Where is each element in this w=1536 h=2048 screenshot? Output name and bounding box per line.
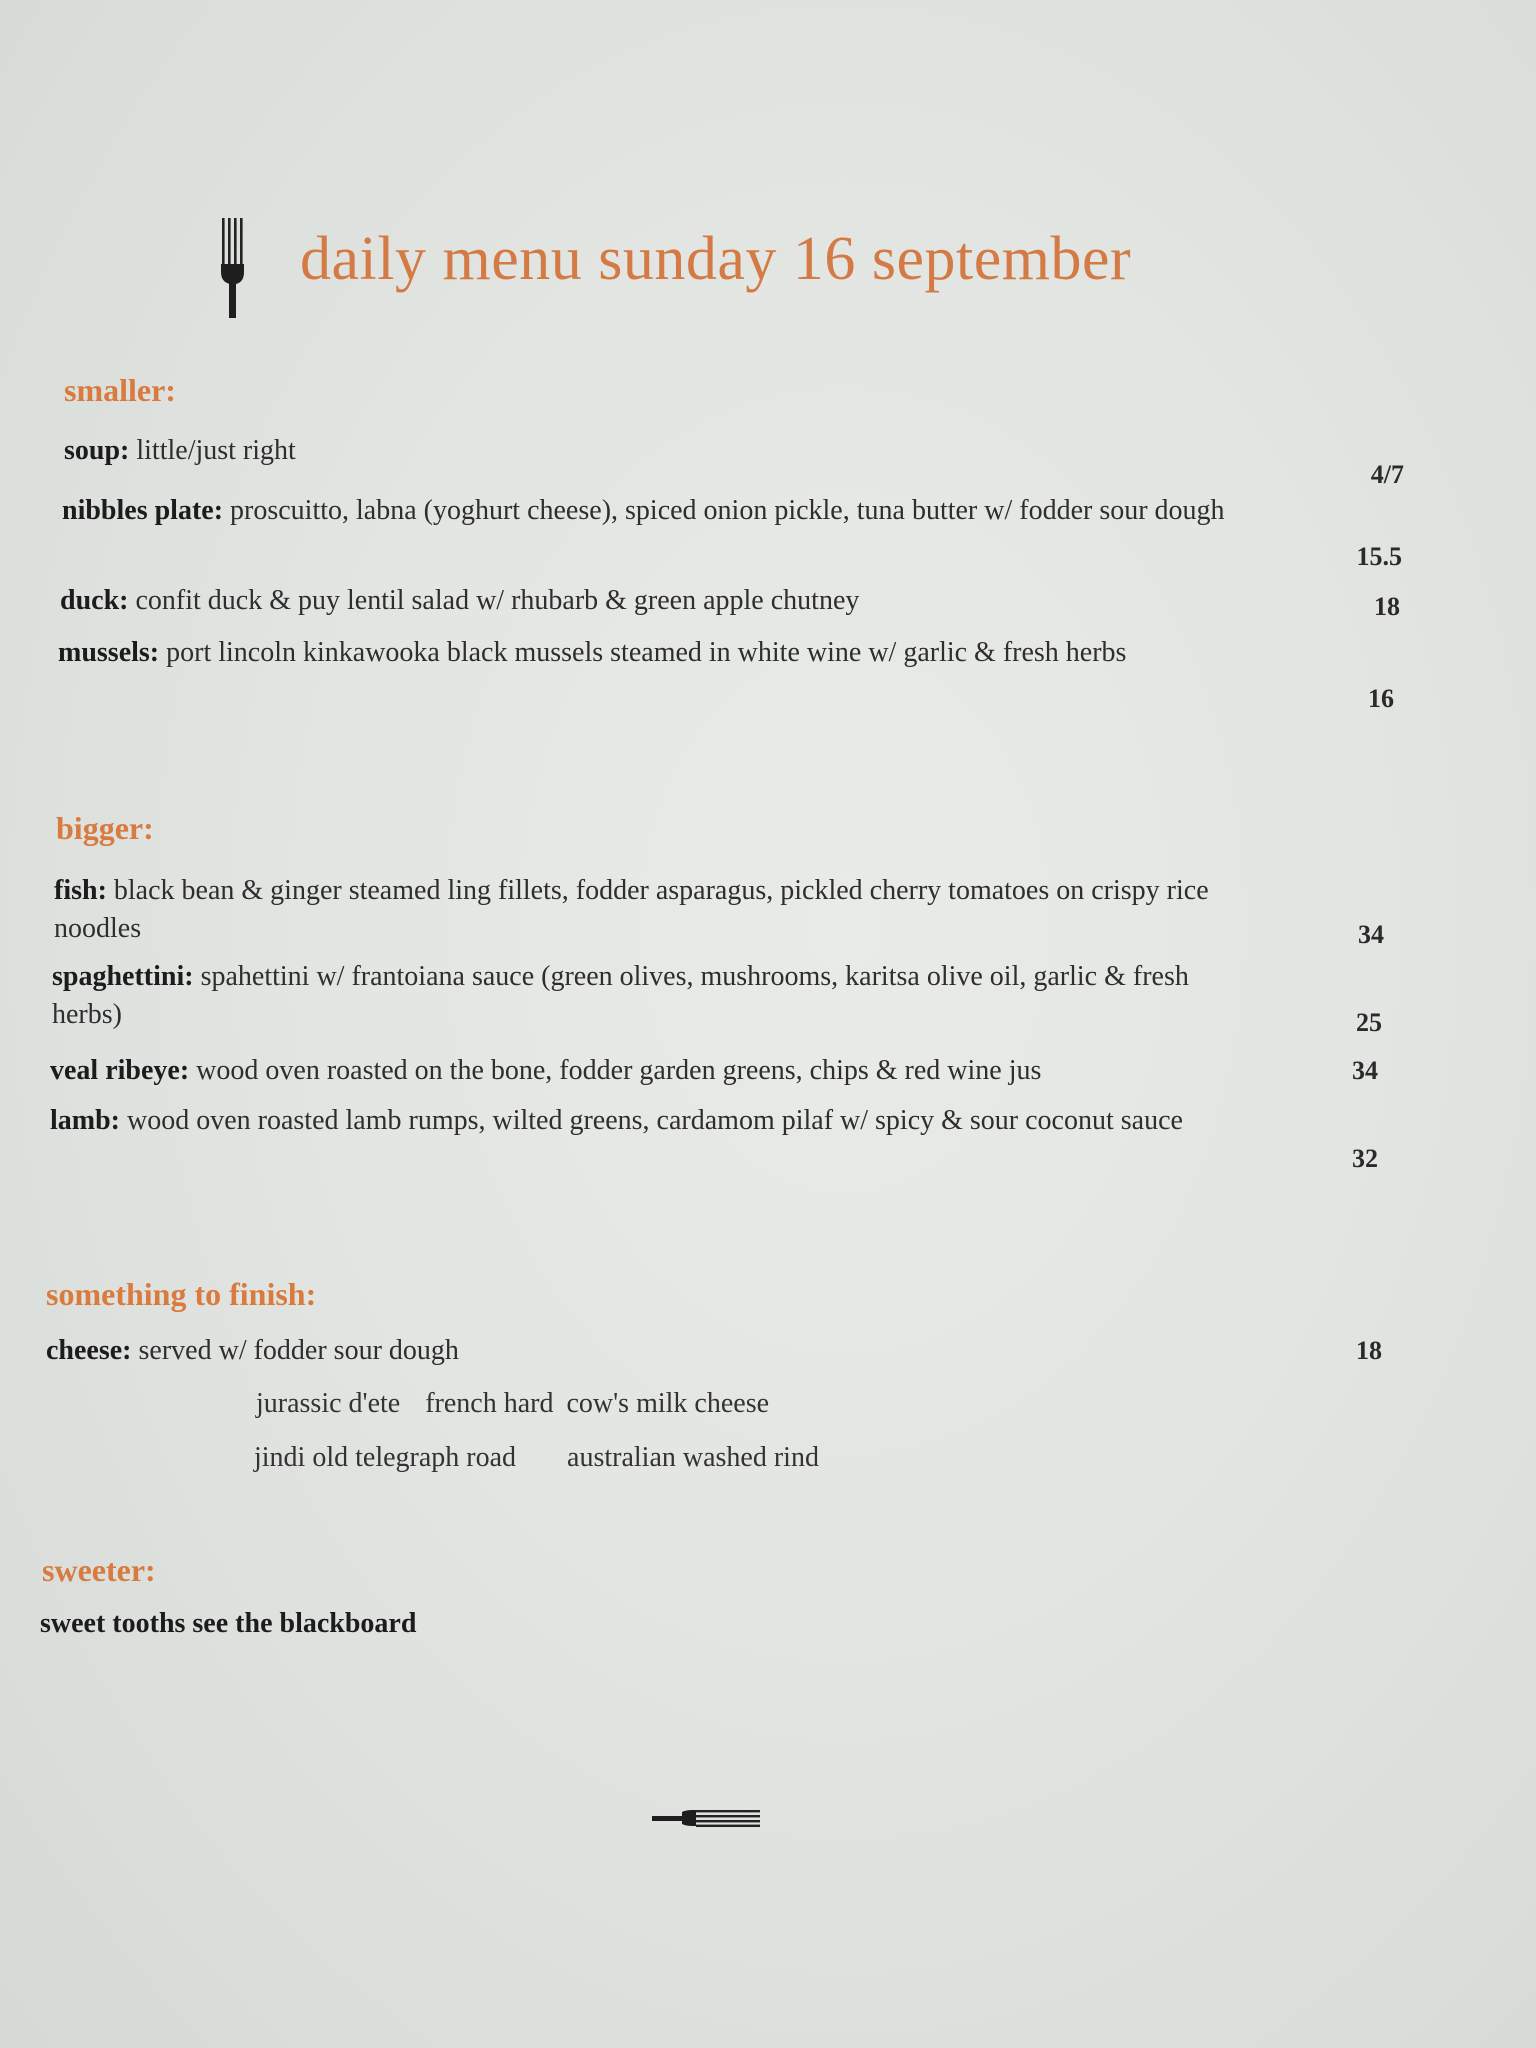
cheese-row <box>256 1388 769 1420</box>
sweeter-note: sweet tooths see the blackboard <box>40 1608 417 1639</box>
menu-item-duck <box>60 582 1400 622</box>
cheese-type: australian washed rind <box>567 1442 819 1473</box>
item-name: mussels: <box>58 637 160 668</box>
menu-item-nibbles-plate <box>62 492 1402 572</box>
item-name: fish: <box>54 875 107 906</box>
cheese-name: jurassic d'ete <box>256 1388 401 1419</box>
cheese-type: french hard <box>425 1388 554 1419</box>
item-description: confit duck & puy lentil salad w/ rhubarb & green apple chutney <box>135 585 860 616</box>
item-name: spaghettini: <box>52 961 194 992</box>
cheese-name: jindi old telegraph road <box>254 1442 517 1473</box>
item-name: duck: <box>60 585 129 616</box>
item-description: wood oven roasted lamb rumps, wilted greens, cardamom pilaf w/ spicy & sour coconut sauce <box>127 1105 1183 1136</box>
item-price: 32 <box>1352 1144 1378 1173</box>
page-title: daily menu sunday 16 september <box>300 225 1132 293</box>
item-price: 16 <box>1368 684 1394 713</box>
menu-item-fish <box>54 872 1394 952</box>
cheese-milk: cow's milk cheese <box>566 1388 770 1419</box>
menu-item-mussels <box>58 634 1398 714</box>
section-heading-sweeter: sweeter: <box>42 1552 156 1588</box>
fork-icon <box>218 216 248 318</box>
item-name: veal ribeye: <box>50 1055 190 1086</box>
item-price: 4/7 <box>1370 460 1404 489</box>
menu-item-soup <box>64 432 1404 489</box>
item-price: 18 <box>1374 592 1400 621</box>
menu-item-cheese <box>46 1332 1386 1372</box>
menu-item-lamb <box>50 1102 1390 1182</box>
item-price: 34 <box>1352 1056 1378 1085</box>
menu-header <box>212 212 1332 322</box>
item-price: 34 <box>1358 920 1384 949</box>
item-price: 25 <box>1356 1008 1382 1037</box>
section-heading-finish: something to finish: <box>46 1276 317 1312</box>
fork-icon <box>650 1808 764 1828</box>
section-heading-smaller: smaller: <box>64 372 176 408</box>
menu-item-spaghettini <box>52 958 1392 1038</box>
item-name: cheese: <box>46 1335 132 1366</box>
item-description: black bean & ginger steamed ling fillets, fodder asparagus, pickled cherry tomatoes on crispy rice noodles <box>54 875 1209 944</box>
item-description: wood oven roasted on the bone, fodder garden greens, chips & red wine jus <box>196 1055 1042 1086</box>
item-description: spahettini w/ frantoiana sauce (green olives, mushrooms, karitsa olive oil, garlic & fresh herbs) <box>52 961 1189 1030</box>
item-description: little/just right <box>136 435 296 466</box>
item-price: 15.5 <box>1356 542 1402 571</box>
item-name: soup: <box>64 435 130 466</box>
item-name: lamb: <box>50 1105 120 1136</box>
item-description: proscuitto, labna (yoghurt cheese), spiced onion pickle, tuna butter w/ fodder sour dough <box>230 495 1225 526</box>
item-description: port lincoln kinkawooka black mussels steamed in white wine w/ garlic & fresh herbs <box>166 637 1127 668</box>
menu-item-veal-ribeye <box>50 1052 1390 1092</box>
section-heading-bigger: bigger: <box>56 810 154 846</box>
item-price: 18 <box>1356 1336 1382 1365</box>
item-name: nibbles plate: <box>62 495 224 526</box>
item-description: served w/ fodder sour dough <box>138 1335 459 1366</box>
cheese-row <box>254 1442 819 1474</box>
